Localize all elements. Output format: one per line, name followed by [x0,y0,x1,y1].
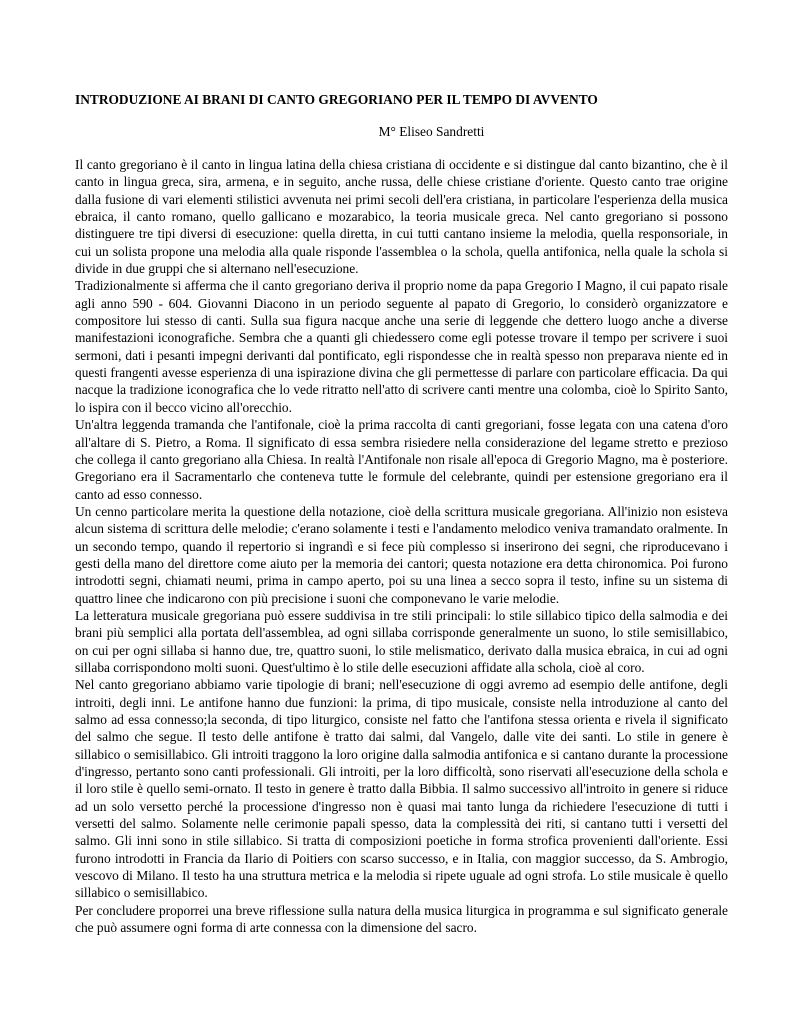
body-paragraph: Tradizionalmente si afferma che il canto gregoriano deriva il proprio nome da papa Gregorio I Magno, il cui papato risale agli anno 590 - 604. Giovanni Diacono in un periodo seguente al papato di Gregorio, lo considerò organizzatore e compositore lui stesso di canti. Sulla sua figura nacque anche una serie di leggende che dettero luogo anche a diverse manifestazioni iconografiche. Sembra che a quanti gli chiedessero come egli potesse trovare il tempo per scrivere i suoi sermoni, dati i pesanti impegni derivanti dal pontificato, egli rispondesse che in realtà spesso non preparava niente ed in questi frangenti avesse esperienza di una ispirazione divina che gli permettesse di parlare con particolare efficacia. Da qui nacque la tradizione iconografica che lo vede ritratto nell'atto di scrivere canti mentre una colomba, cioè lo Spirito Santo, lo ispira con il becco vicino all'orecchio. [75,278,728,415]
document-title: INTRODUZIONE AI BRANI DI CANTO GREGORIANO PER IL TEMPO DI AVVENTO [75,92,598,107]
document-author: M° Eliseo Sandretti [378,124,485,139]
body-paragraph: Per concludere proporrei una breve riflessione sulla natura della musica liturgica in programma e sul significato generale che può assumere ogni forma di arte connessa con la dimensione del sacro. [75,902,728,936]
body-paragraph: Un cenno particolare merita la questione della notazione, cioè della scrittura musicale gregoriana. All'inizio non esisteva alcun sistema di scrittura delle melodie; c'erano solamente i testi e l'andamento melodico veniva tramandato oralmente. In un secondo tempo, quando il repertorio si ingrandì e si fece più complesso si inserirono dei segni, che riproducevano i gesti della mano del direttore come aiuto per la memoria dei cantori; questa notazione era detta chironomica. Poi furono introdotti segni, chiamati neumi, prima in campo aperto, poi su una linea a secco sopra il testo, infine su un sistema di quattro linee che indicarono con più precisione i suoni che componevano le varie melodie. [75,503,728,606]
body-paragraph: Il canto gregoriano è il canto in lingua latina della chiesa cristiana di occidente e si distingue dal canto bizantino, che è il canto in lingua greca, sira, armena, e in seguito, anche russa, delle chiese cristiane d'oriente. Questo canto trae origine dalla fusione di vari elementi stilistici avvenuta nei primi secoli dell'era cristiana, in particolare l'esperienza della musica ebraica, il canto romano, quello gallicano e mozarabico, la teoria musicale greca. Nel canto gregoriano si possono distinguere tre tipi diversi di esecuzione: quella diretta, in cui tutti cantano insieme la melodia, quella responsoriale, in cui un solista propone una melodia alla quale risponde l'assemblea o la schola, quella antifonica, nella quale la schola si divide in due gruppi che si alternano nell'esecuzione. [75,157,728,277]
body-paragraph: La letteratura musicale gregoriana può essere suddivisa in tre stili principali: lo stile sillabico tipico della salmodia e dei brani più semplici alla portata dell'assemblea, ad ogni sillaba corrisponde generalmente un suono, lo stile semisillabico, on cui per ogni sillaba si hanno due, tre, quattro suoni, lo stile melismatico, derivato dalla musica ebraica, in cui ad ogni sillaba corrispondono molti suoni. Quest'ultimo è lo stile delle esecuzioni affidate alla schola, cioè al coro. [75,607,728,675]
body-paragraph: Nel canto gregoriano abbiamo varie tipologie di brani; nell'esecuzione di oggi avremo ad esempio delle antifone, degli introiti, degli inni. Le antifone hanno due funzioni: la prima, di tipo musicale, consiste nella introduzione al canto del salmo ad essa connesso;la seconda, di tipo liturgico, consiste nel fatto che l'antifona stessa orienta e rivela il significato del salmo che segue. Il testo delle antifone è tratto dai salmi, dal Vangelo, dalle vite dei santi. Lo stile in genere è sillabico o semisillabico. Gli introiti traggono la loro origine dalla salmodia antifonica e si cantano durante la processione d'ingresso, pertanto sono canti professionali. Gli introiti, per la loro difficoltà, sono riservati all'esecuzione della schola e il loro stile è quello semi-ornato. Il testo in genere è tratto dalla Bibbia. Il salmo successivo all'introito in genere si riduce ad un solo versetto perché la processione d'ingresso non è quasi mai tanto lunga da richiedere l'esecuzione di tutti i versetti del salmo. Solamente nelle cerimonie papali spesso, data la complessità dei riti, si cantano tutti i versetti del salmo. Gli inni sono in stile sillabico. Si tratta di composizioni poetiche in forma strofica provenienti dall'oriente. Essi furono introdotti in Francia da Ilario di Poitiers con scarso successo, e in Italia, con maggior successo, da S. Ambrogio, vescovo di Milano. Il testo ha una struttura metrica e la melodia si ripete uguale ad ogni strofa. Lo stile musicale è quello sillabico o semisillabico. [75,677,728,901]
document-body [75,156,728,936]
body-paragraph: Un'altra leggenda tramanda che l'antifonale, cioè la prima raccolta di canti gregoriani, fosse legata con una catena d'oro all'altare di S. Pietro, a Roma. Il significato di essa sembra risiedere nella considerazione del legame stretto e prezioso che collega il canto gregoriano alla Chiesa. In realtà l'Antifonale non risale all'epoca di Gregorio Magno, ma è posteriore. Gregoriano era il Sacramentarlo che conteneva tutte le formule del celebrante, quindi per estensione gregoriano era il canto ad esso connesso. [75,417,728,502]
